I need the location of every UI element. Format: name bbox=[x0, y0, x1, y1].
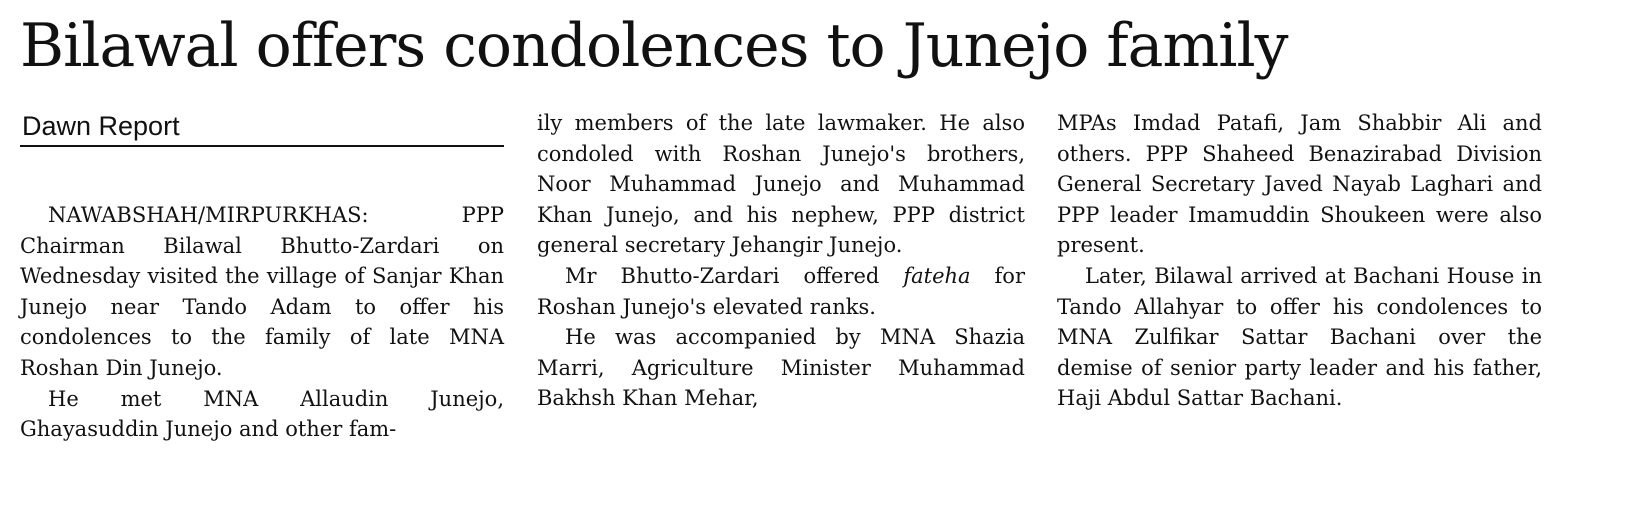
article-column-1 bbox=[20, 108, 504, 445]
paragraph: NAWABSHAH/MIRPURKHAS: PPP Chairman Bilawal Bhutto-Zardari on Wednesday visited the village of Sanjar Khan Junejo near Tando Adam to offer his condolences to the family of late MNA Roshan Din Junejo. bbox=[20, 203, 504, 380]
italic-term: fateha bbox=[903, 263, 971, 288]
paragraph-continued: MPAs Imdad Patafi, Jam Shabbir Ali and others. PPP Shaheed Benazirabad Division General Secretary Javed Nayab Laghari and PPP leader Imamuddin Shoukeen were also present. bbox=[1057, 111, 1542, 258]
paragraph-fateha bbox=[537, 261, 1025, 322]
paragraph: He was accompanied by MNA Shazia Marri, Agriculture Minister Muhammad Bakhsh Khan Mehar, bbox=[537, 325, 1025, 411]
paragraph-continued: ily members of the late lawmaker. He also condoled with Roshan Junejo's brothers, Noor Muhammad Junejo and Muhammad Khan Junejo, and his nephew, PPP district general secretary Jehangir Junejo. bbox=[537, 111, 1025, 258]
text-span: for Roshan Junejo's elevated ranks. bbox=[537, 263, 1025, 319]
byline: Dawn Report bbox=[22, 111, 180, 141]
paragraph: He met MNA Allaudin Junejo, Ghayasuddin Junejo and other fam- bbox=[20, 386, 504, 442]
article-column-2 bbox=[537, 108, 1025, 414]
headline: Bilawal offers condolences to Junejo family bbox=[20, 11, 1288, 81]
article-column-3 bbox=[1057, 108, 1542, 414]
byline-rule bbox=[20, 145, 504, 147]
paragraph: Later, Bilawal arrived at Bachani House in Tando Allahyar to offer his condolences to MNA Zulfikar Sattar Bachani over the demise of senior party leader and his father, Haji Abdul Sattar Bachani. bbox=[1057, 263, 1542, 411]
text-span: Mr Bhutto-Zardari offered bbox=[565, 263, 904, 288]
